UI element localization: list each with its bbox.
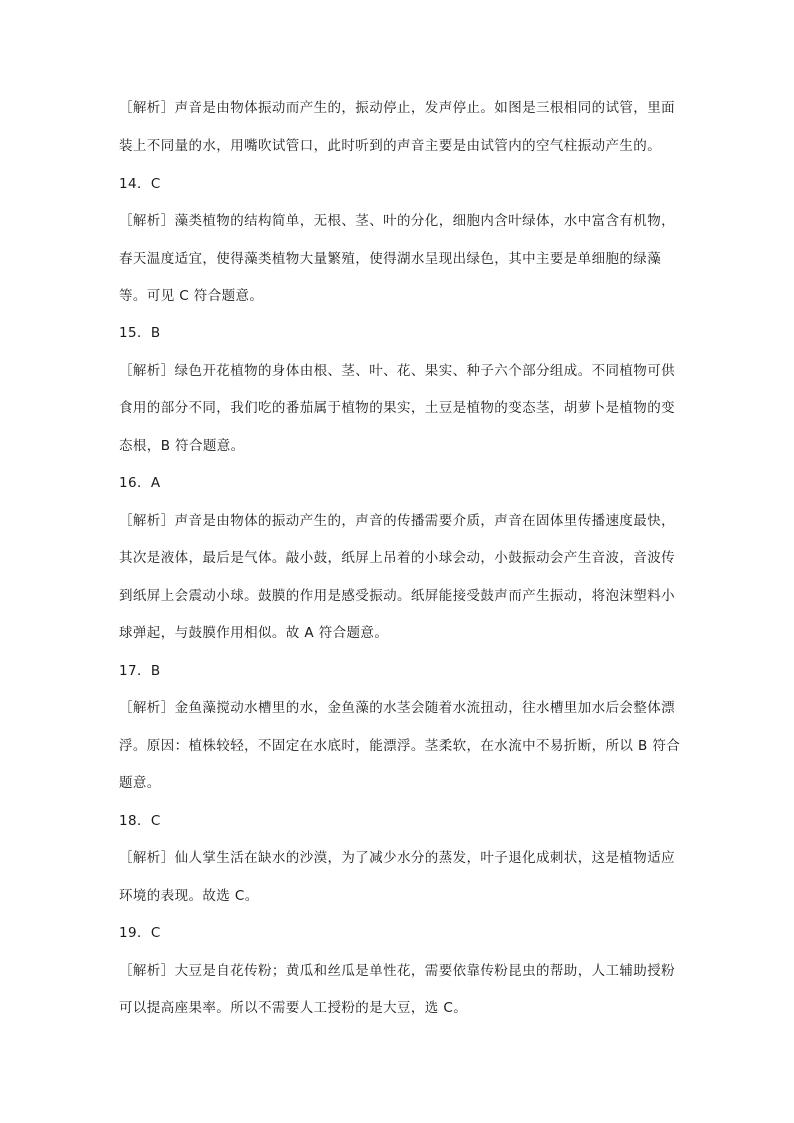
explanation-19-line-2: 可以提高座果率。所以不需要人工授粉的是大豆，选 C。 [119,1000,468,1016]
explanation-14-line-3: 等。可见 C 符合题意。 [119,288,264,304]
explanation-16-line-1: ［解析］声音是由物体的振动产生的，声音的传播需要介质，声音在固体里传播速度最快， [119,513,675,529]
answer-14: 14．C [119,176,161,192]
explanation-15-line-2: 食用的部分不同，我们吃的番茄属于植物的果实，土豆是植物的变态茎，胡萝卜是植物的变 [119,400,675,416]
explanation-15-line-1: ［解析］绿色开花植物的身体由根、茎、叶、花、果实、种子六个部分组成。不同植物可供 [119,363,675,379]
explanation-13-line-1: ［解析］声音是由物体振动而产生的，振动停止，发声停止。如图是三根相同的试管，里面 [119,100,675,116]
explanation-16-line-2: 其次是液体，最后是气体。敲小鼓，纸屏上吊着的小球会动，小鼓振动会产生音波，音波传 [119,550,675,566]
explanation-13-line-2: 装上不同量的水，用嘴吹试管口，此时听到的声音主要是由试管内的空气柱振动产生的。 [119,138,662,154]
explanation-18-line-1: ［解析］仙人掌生活在缺水的沙漠，为了减少水分的蒸发，叶子退化成刺状，这是植物适应 [119,850,675,866]
answer-17: 17．B [119,663,161,679]
explanation-17-line-3: 题意。 [119,775,161,791]
answer-16: 16．A [119,475,161,491]
explanation-17-line-2: 浮。原因：植株较轻，不固定在水底时，能漂浮。茎柔软，在水流中不易折断，所以 B 符合 [119,738,681,754]
explanation-16-line-3: 到纸屏上会震动小球。鼓膜的作用是感受振动。纸屏能接受鼓声而产生振动，将泡沫塑料小 [119,588,675,604]
answer-19: 19．C [119,925,161,941]
explanation-14-line-2: 春天温度适宜，使得藻类植物大量繁殖，使得湖水呈现出绿色，其中主要是单细胞的绿藻 [119,251,662,267]
answer-15: 15．B [119,325,161,341]
explanation-14-line-1: ［解析］藻类植物的结构简单，无根、茎、叶的分化，细胞内含叶绿体，水中富含有机物， [119,213,675,229]
explanation-15-line-3: 态根，B 符合题意。 [119,438,245,454]
explanation-17-line-1: ［解析］金鱼藻搅动水槽里的水，金鱼藻的水茎会随着水流扭动，往水槽里加水后会整体漂 [119,700,675,716]
answer-18: 18．C [119,813,161,829]
explanation-18-line-2: 环境的表现。故选 C。 [119,888,259,904]
explanation-16-line-4: 球弹起，与鼓膜作用相似。故 A 符合题意。 [119,625,389,641]
explanation-19-line-1: ［解析］大豆是自花传粉；黄瓜和丝瓜是单性花，需要依靠传粉昆虫的帮助，人工辅助授粉 [119,963,675,979]
